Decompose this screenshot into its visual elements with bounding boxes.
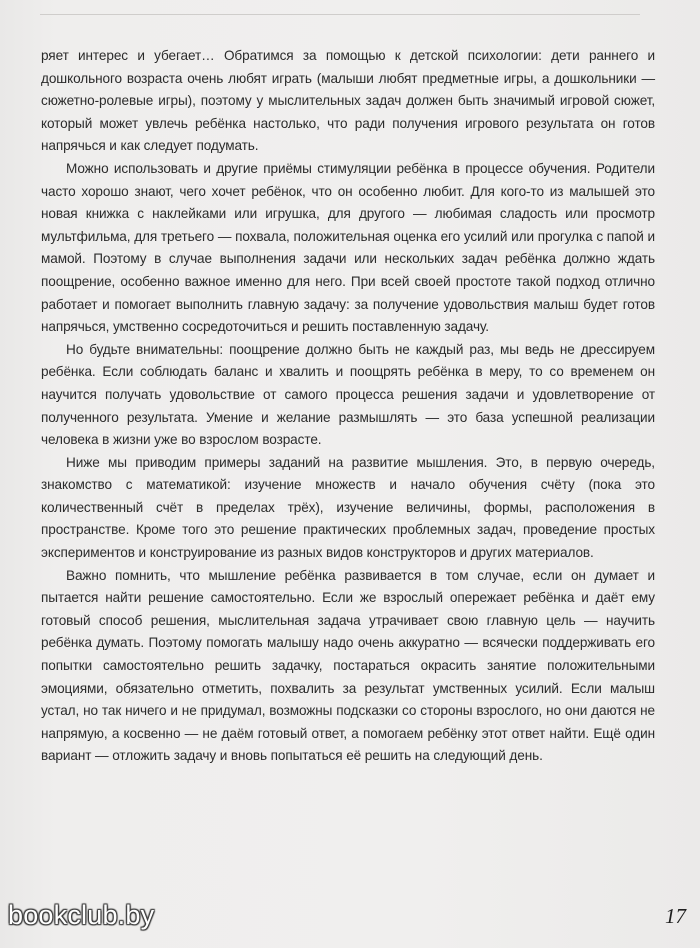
paragraph: Ниже мы приводим примеры заданий на развитие мышления. Это, в первую очередь, знакомство с математикой: изучение множеств и начало обучения счёту (пока это количественный счёт в пределах трёх), изучение величины, формы, расположения в пространстве. Кроме того это решение практических проблемных задач, проведение простых экспериментов и конструирование из разных видов конструкторов и других материалов. xyxy=(41,454,655,561)
running-head-rule xyxy=(40,2,640,15)
body-text xyxy=(41,45,655,768)
paragraph: Но будьте внимательны: поощрение должно быть не каждый раз, мы ведь не дрессируем ребёнка. Если соблюдать баланс и хвалить и поощрять ребёнка в меру, то со временем он научится получать удовольствие от самого процесса решения задачи и удовлетворение от полученного результата. Умение и желание размышлять — это база успешной реализации человека в жизни уже во взрослом возрасте. xyxy=(41,341,655,448)
paragraph: Можно использовать и другие приёмы стимуляции ребёнка в процессе обучения. Родители часто хорошо знают, чего хочет ребёнок, что он особенно любит. Для кого-то из малышей это новая книжка с наклейками или игрушка, для другого — любимая сладость или просмотр мультфильма, для третьего — похвала, положительная оценка его усилий или прогулка с папой и мамой. Поэтому в случае выполнения задачи или нескольких задач ребёнка должно ждать поощрение, особенно важное именно для него. При всей своей простоте такой подход отлично работает и помогает выполнить главную задачу: за получение удовольствия малыш будет готов напрячься, умственно сосредоточиться и решить поставленную задачу. xyxy=(41,160,655,335)
watermark: bookclub.by xyxy=(8,900,155,930)
paragraph: Важно помнить, что мышление ребёнка развивается в том случае, если он думает и пытается найти решение самостоятельно. Если же взрослый опережает ребёнка и даёт ему готовый способ решения, мыслительная задача утрачивает свою главную цель — научить ребёнка думать. Поэтому помогать малышу надо очень аккуратно — всячески поддерживать его попытки самостоятельно решить задачку, постараться окрасить занятие положительными эмоциями, обязательно отметить, похвалить за результат умственных усилий. Если малыш устал, но так ничего и не придумал, возможны подсказки со стороны взрослого, но они даются не напрямую, а косвенно — не даём готовый ответ, а помогаем ребёнку этот ответ найти. Ещё один вариант — отложить задачу и вновь попытаться её решить на следующий день. xyxy=(41,567,655,764)
page-number: 17 xyxy=(665,904,686,928)
paragraph: ряет интерес и убегает… Обратимся за помощью к детской психологии: дети раннего и дошкольного возраста очень любят играть (малыши любят предметные игры, а дошкольники — сюжетно-ролевые игры), поэтому у мыслительных задач должен быть значимый игровой сюжет, который может увлечь ребёнка настолько, что ради получения игрового результата он готов напрячься и как следует подумать. xyxy=(41,48,655,154)
